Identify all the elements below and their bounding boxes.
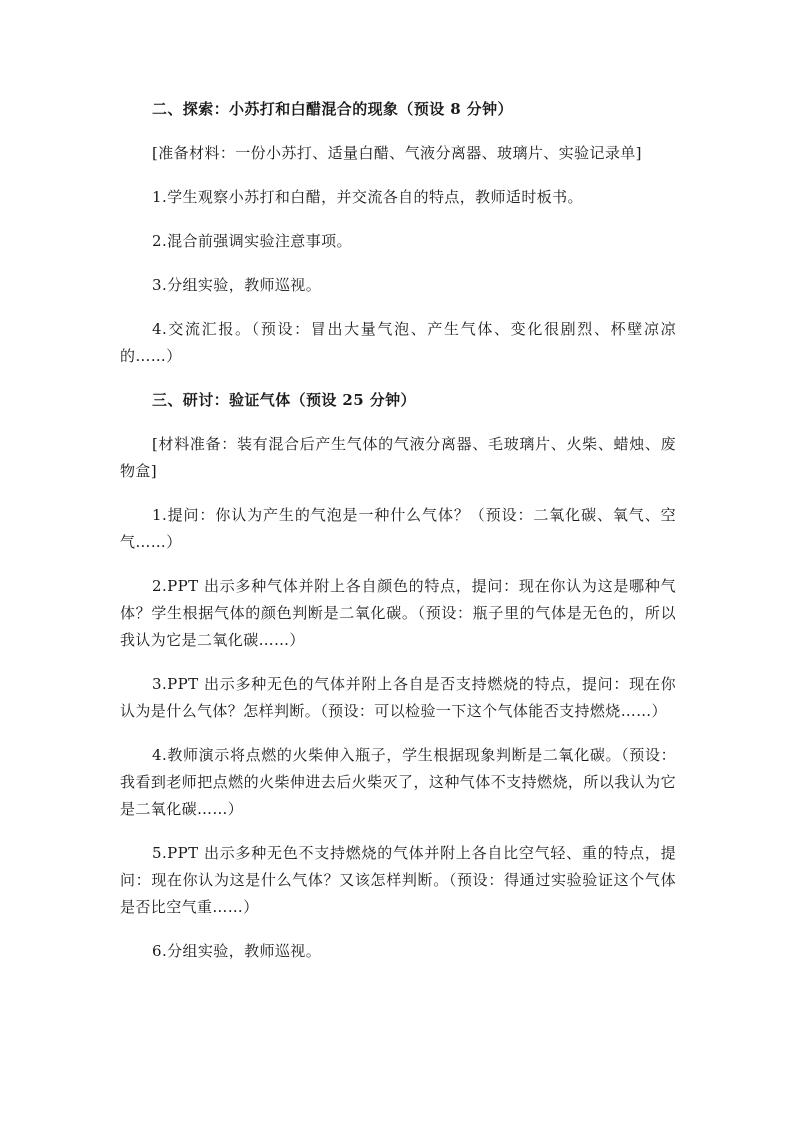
section-heading-discuss: 三、研讨：验证气体（预设 25 分钟） (152, 391, 416, 409)
list-item: 5.PPT 出示多种无色不支持燃烧的气体并附上各自比空气轻、重的特点，提问：现在你认为这是什么气体？又该怎样判断。（预设：得通过实验验证这个气体是否比空气重……） (120, 844, 676, 916)
list-item: 4.交流汇报。（预设：冒出大量气泡、产生气体、变化很剧烈、杯壁凉凉的……） (120, 320, 676, 365)
list-item: 4.教师演示将点燃的火柴伸入瓶子，学生根据现象判断是二氧化碳。（预设：我看到老师把点燃的火柴伸进去后火柴灭了，这种气体不支持燃烧，所以我认为它是二氧化碳……） (120, 746, 676, 818)
list-item: 6.分组实验，教师巡视。 (152, 942, 322, 960)
list-item: 2.PPT 出示多种气体并附上各自颜色的特点，提问：现在你认为这是哪种气体？学生根据气体的颜色判断是二氧化碳。（预设：瓶子里的气体是无色的，所以我认为它是二氧化碳……） (120, 577, 676, 649)
materials-note: [材料准备：装有混合后产生气体的气液分离器、毛玻璃片、火柴、蜡烛、废物盒] (120, 435, 676, 480)
list-item: 1.提问：你认为产生的气泡是一种什么气体？（预设：二氧化碳、氧气、空气……） (120, 506, 676, 551)
list-item: 1.学生观察小苏打和白醋，并交流各自的特点，教师适时板书。 (152, 188, 583, 206)
section-heading-explore: 二、探索：小苏打和白醋混合的现象（预设 8 分钟） (152, 100, 513, 118)
list-item: 3.分组实验，教师巡视。 (152, 276, 322, 294)
list-item: 3.PPT 出示多种无色的气体并附上各自是否支持燃烧的特点，提问：现在你认为是什么气体？怎样判断。（预设：可以检验一下这个气体能否支持燃烧……） (120, 675, 676, 720)
materials-note: [准备材料：一份小苏打、适量白醋、气液分离器、玻璃片、实验记录单] (152, 144, 642, 162)
document-page (120, 96, 676, 982)
list-item: 2.混合前强调实验注意事项。 (152, 232, 352, 250)
